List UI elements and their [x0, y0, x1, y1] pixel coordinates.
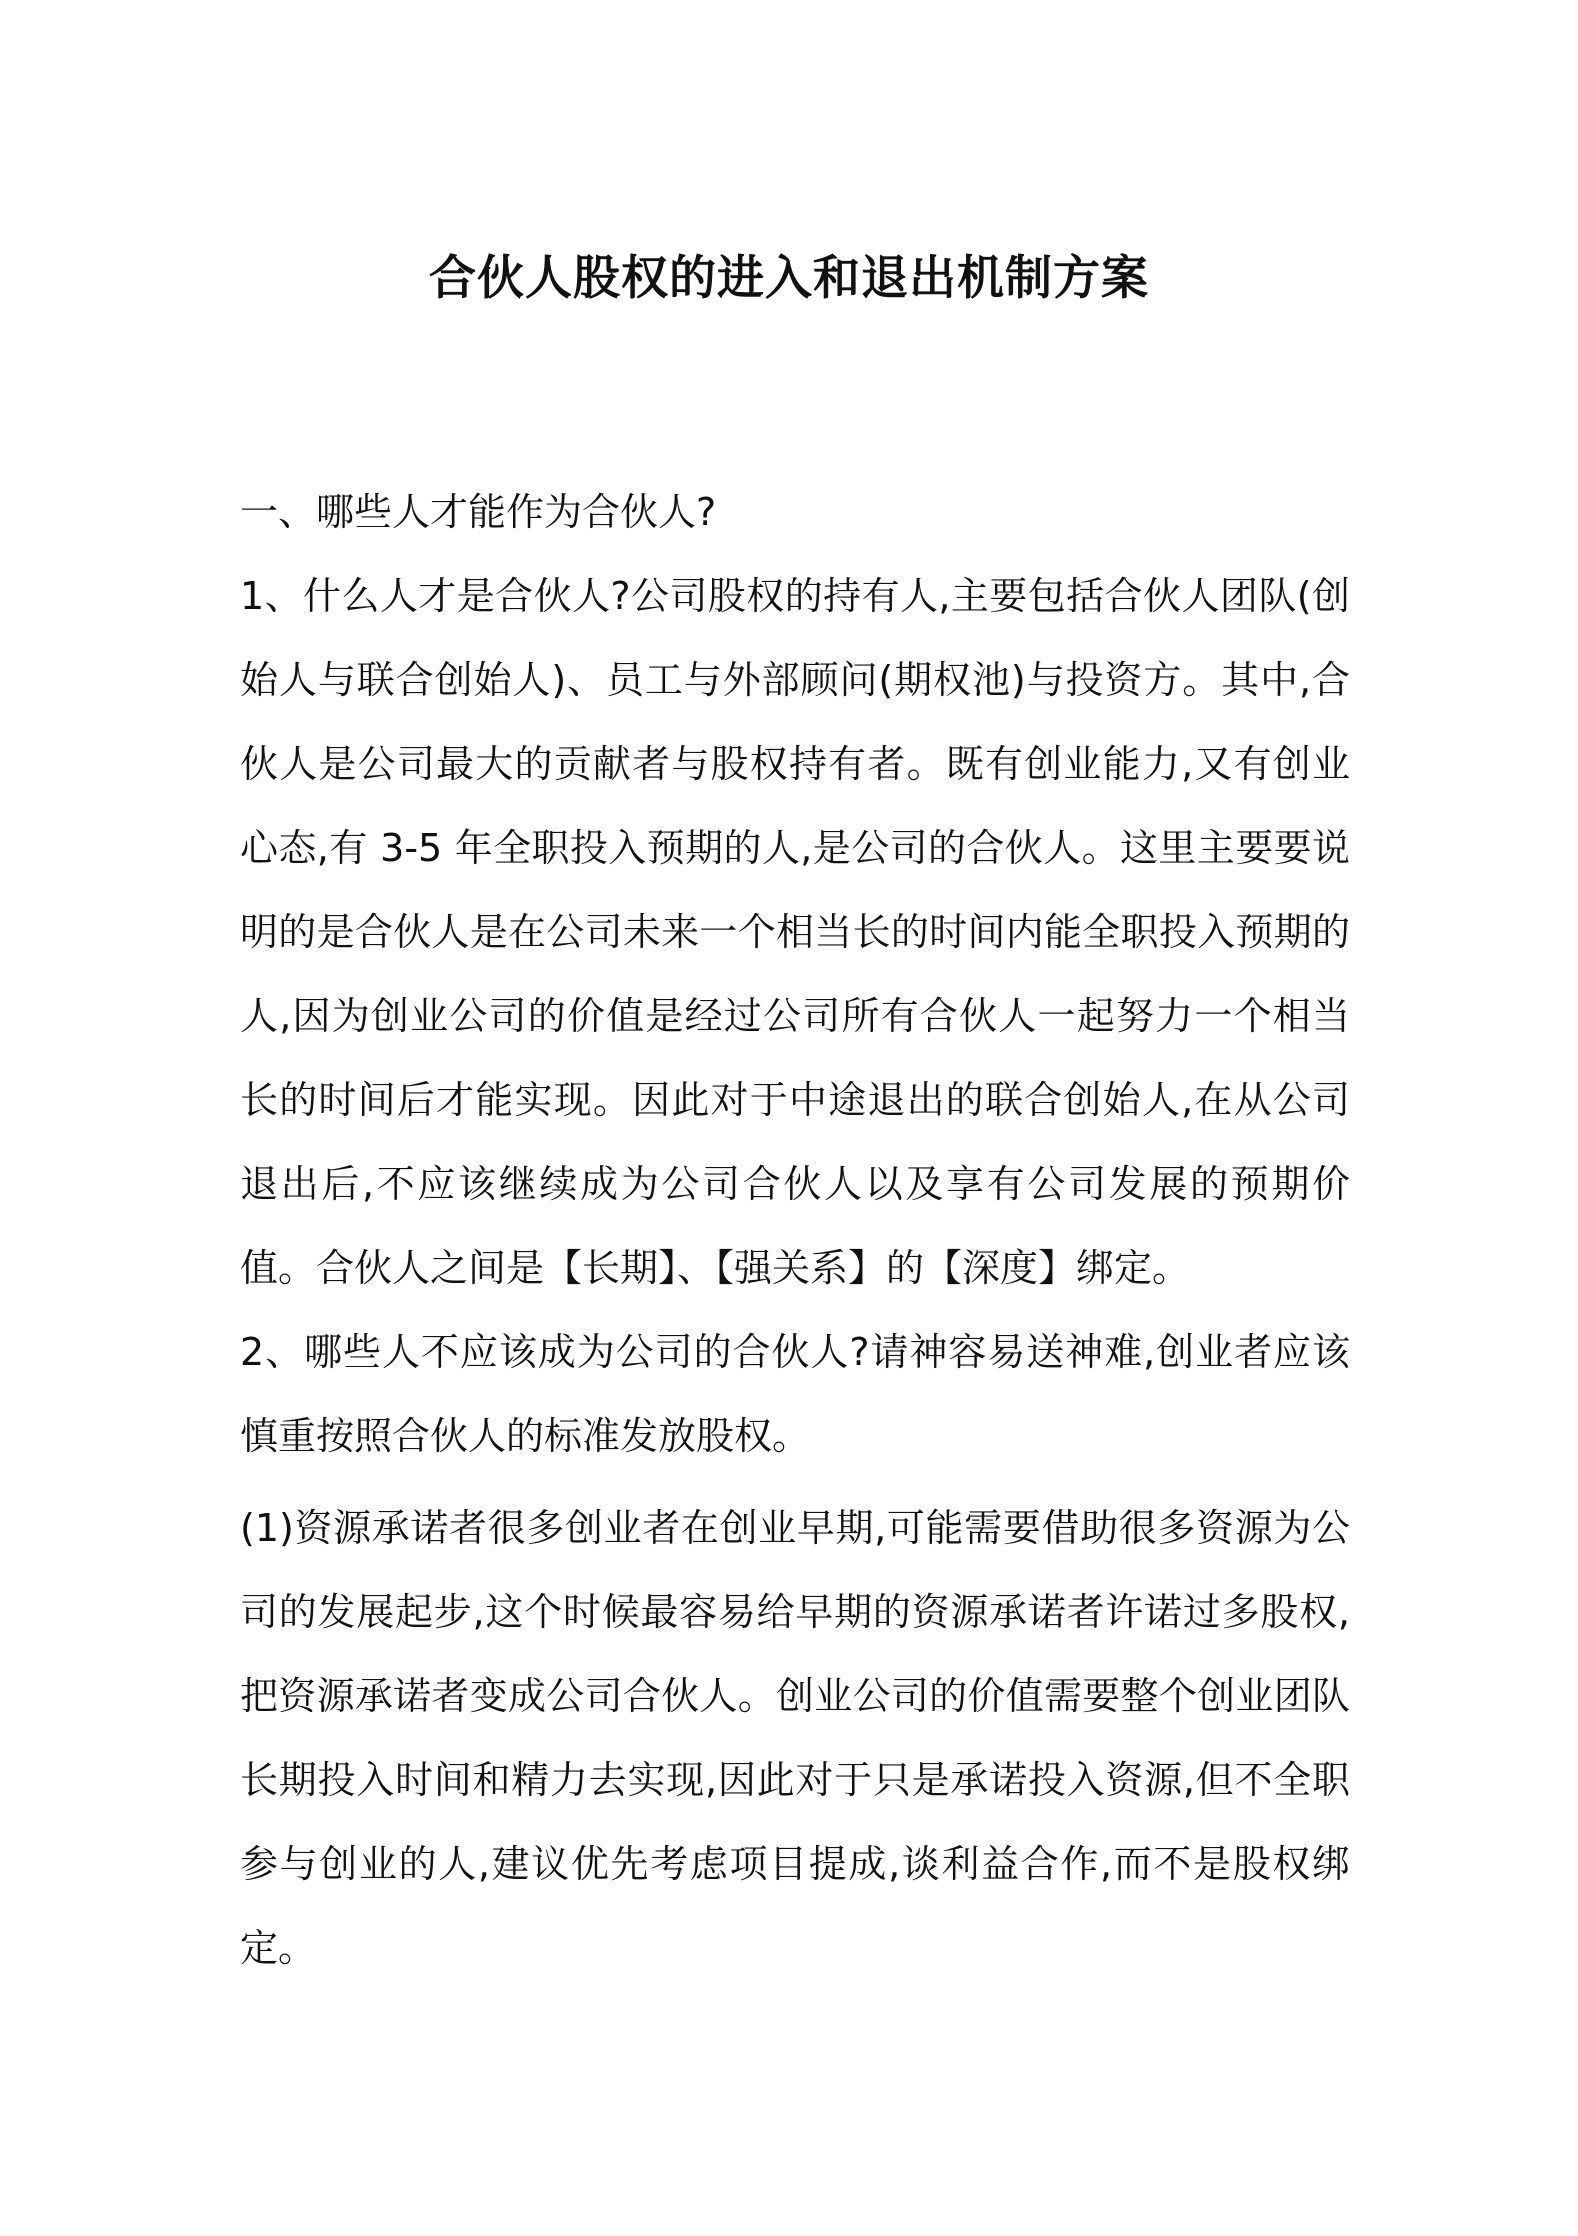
paragraph-3: (1)资源承诺者很多创业者在创业早期,可能需要借助很多资源为公司的发展起步,这个时候最容易给早期的资源承诺者许诺过多股权,把资源承诺者变成公司合伙人。创业公司的价值需要整个创业团队长期投入时间和精力去实现,因此对于只是承诺投入资源,但不全职参与创业的人,建议优先考虑项目提成,谈利益合作,而不是股权绑定。 [240, 1506, 1350, 1970]
paragraph-2: 2、哪些人不应该成为公司的合伙人?请神容易送神难,创业者应该慎重按照合伙人的标准发放股权。 [240, 1330, 1350, 1458]
document-title: 合伙人股权的进入和退出机制方案 [429, 251, 1149, 306]
paragraph-1: 1、什么人才是合伙人?公司股权的持有人,主要包括合伙人团队(创始人与联合创始人)、员工与外部顾问(期权池)与投资方。其中,合伙人是公司最大的贡献者与股权持有者。既有创业能力,又有创业心态,有 3-5 年全职投入预期的人,是公司的合伙人。这里主要要说明的是合伙人是在公司未来一个相当长的时间内能全职投入预期的人,因为创业公司的价值是经过公司所有合伙人一起努力一个相当长的时间后才能实现。因此对于中途退出的联合创始人,在从公司退出后,不应该继续成为公司合伙人以及享有公司发展的预期价值。合伙人之间是【长期】、【强关系】的【深度】绑定。 [240, 574, 1350, 1290]
section-heading: 一、哪些人才能作为合伙人? [240, 490, 717, 534]
document-body [240, 470, 1350, 1990]
